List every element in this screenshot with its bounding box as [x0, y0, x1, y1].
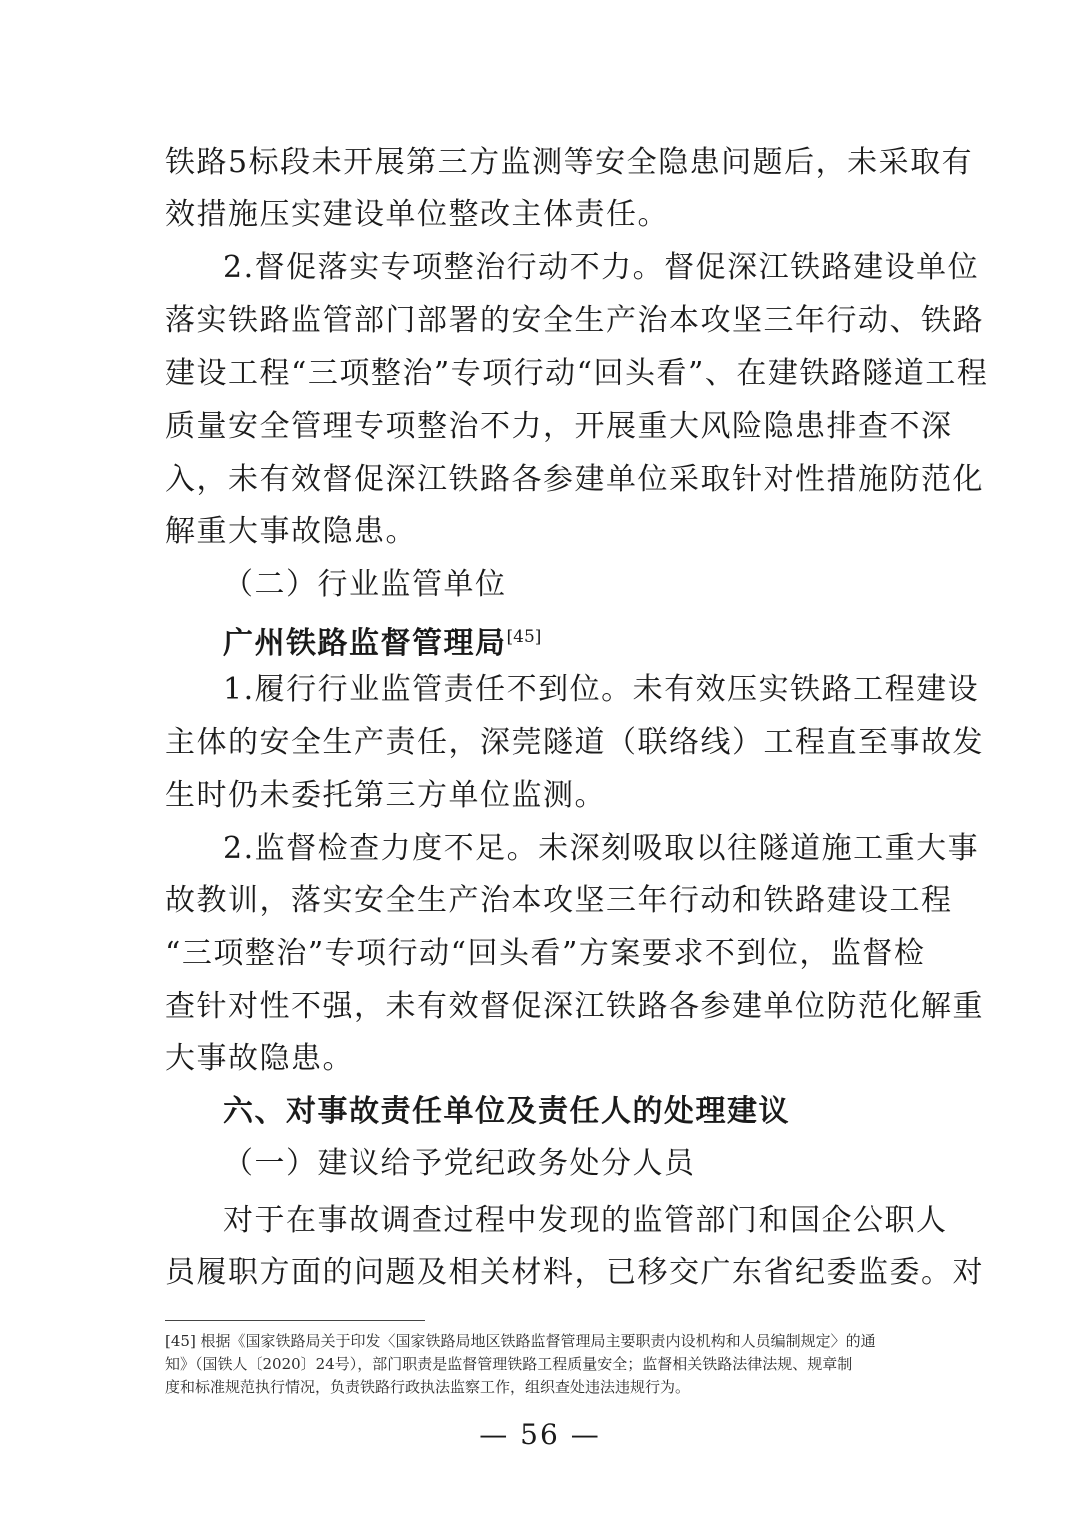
- footnote-line: [45] 根据《国家铁路局关于印发〈国家铁路局地区铁路监督管理局主要职责内设机构和人员编制规定〉的通: [165, 1332, 876, 1350]
- paragraph-line: 故教训，落实安全生产治本攻坚三年行动和铁路建设工程: [165, 883, 953, 918]
- paragraph-line: 2.督促落实专项整治行动不力。督促深江铁路建设单位: [223, 250, 980, 285]
- paragraph-line: 解重大事故隐患。: [165, 514, 417, 549]
- paragraph-line: 生时仍未委托第三方单位监测。: [165, 778, 606, 813]
- paragraph-line: 对于在事故调查过程中发现的监管部门和国企公职人: [223, 1203, 948, 1238]
- paragraph-line: 1.履行行业监管责任不到位。未有效压实铁路工程建设: [223, 672, 980, 707]
- footnote-divider: [165, 1320, 425, 1321]
- footnote-line: 度和标准规范执行情况，负责铁路行政执法监察工作，组织查处违法违规行为。: [165, 1378, 691, 1396]
- paragraph-line: 2.监督检查力度不足。未深刻吸取以往隧道施工重大事: [223, 831, 980, 866]
- paragraph-line: 落实铁路监管部门部署的安全生产治本攻坚三年行动、铁路: [165, 303, 984, 338]
- unit-heading: [223, 617, 917, 664]
- unit-heading-text: 广州铁路监督管理局: [223, 626, 507, 661]
- paragraph-line: 入，未有效督促深江铁路各参建单位采取针对性措施防范化: [165, 462, 984, 497]
- page-number: — 56 —: [479, 1418, 601, 1451]
- footnote-line: 知》（国铁人〔2020〕24号），部门职责是监督管理铁路工程质量安全；监督相关铁路法律法规、规章制: [165, 1355, 853, 1373]
- section-heading: （一）建议给予党纪政务处分人员: [223, 1146, 696, 1181]
- paragraph-line: 效措施压实建设单位整改主体责任。: [165, 197, 669, 232]
- paragraph-line: 主体的安全生产责任，深莞隧道（联络线）工程直至事故发: [165, 725, 984, 760]
- paragraph-line: “三项整治”专项行动“回头看”方案要求不到位，监督检: [165, 936, 926, 971]
- paragraph-line: 质量安全管理专项整治不力，开展重大风险隐患排查不深: [165, 409, 953, 444]
- chapter-heading: 六、对事故责任单位及责任人的处理建议: [223, 1094, 790, 1129]
- paragraph-line: 铁路5标段未开展第三方监测等安全隐患问题后，未采取有: [165, 145, 974, 180]
- paragraph-line: 员履职方面的问题及相关材料，已移交广东省纪委监委。对: [165, 1255, 984, 1290]
- paragraph-line: 查针对性不强，未有效督促深江铁路各参建单位防范化解重: [165, 989, 984, 1024]
- paragraph-line: 大事故隐患。: [165, 1041, 354, 1076]
- footnote-ref: [45]: [506, 627, 542, 647]
- paragraph-line: 建设工程“三项整治”专项行动“回头看”、在建铁路隧道工程: [165, 356, 989, 391]
- section-heading: （二）行业监管单位: [223, 567, 507, 602]
